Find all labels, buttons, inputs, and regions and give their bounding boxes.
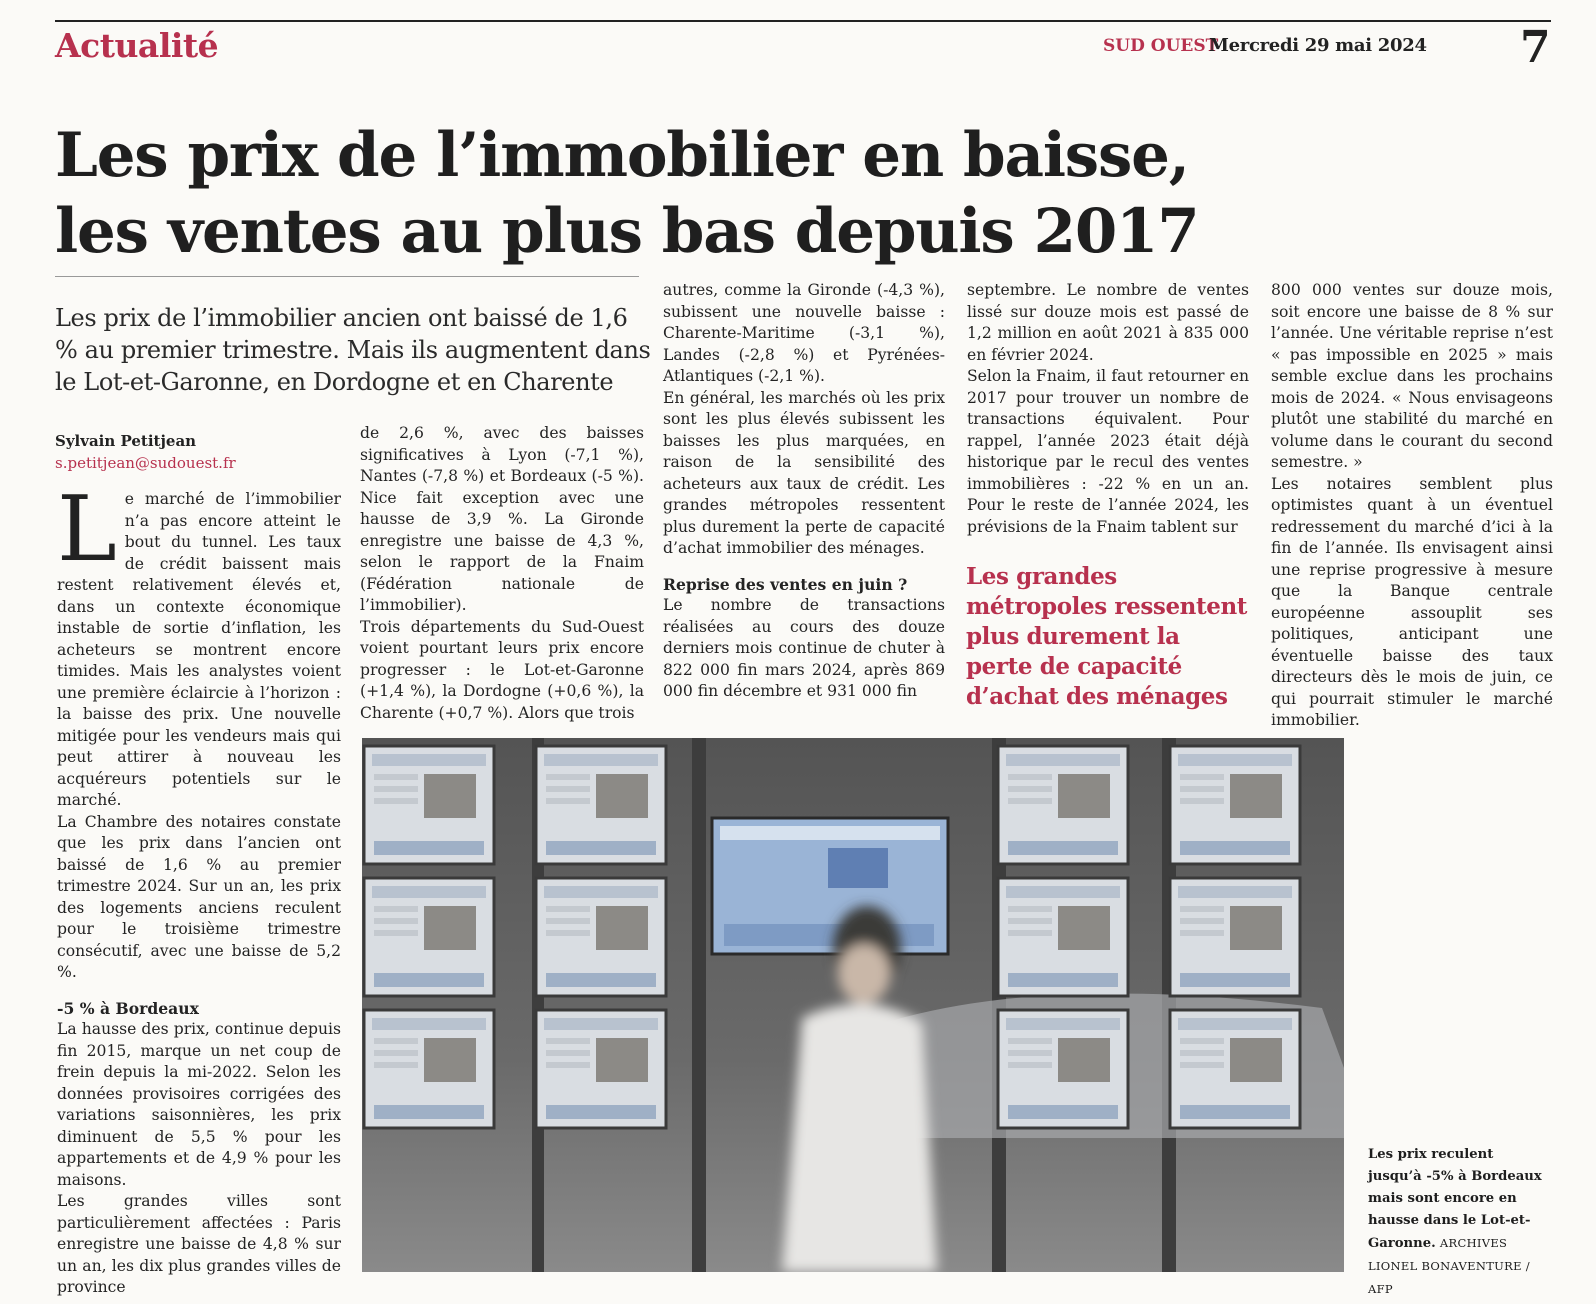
paragraph: En général, les marchés où les prix sont les plus élevés subissent les baisses les plus marquées, en raison de la sensibilité des acheteurs aux taux de crédit. Les grandes métropoles ressentent plus durement la perte de capacité d’achat immobilier des ménages. — [663, 388, 945, 557]
drop-cap: L — [57, 477, 117, 582]
headline — [55, 118, 1455, 270]
headline-line-1: Les prix de l’immobilier en baisse, — [55, 120, 1189, 191]
paragraph: La hausse des prix, continue depuis fin 2015, marque un net coup de frein depuis la mi-2022. Selon les données provisoires corrigées des variations saisonnières, les prix diminuent de 5,5 % pour les appartements et de 4,9 % pour les maisons. — [57, 1020, 341, 1189]
byline-email[interactable]: s.petitjean@sudouest.fr — [55, 454, 236, 472]
paragraph: Trois départements du Sud-Ouest voient pourtant leurs prix encore progresser : le Lot-et-Garonne (+1,4 %), la Dordogne (+0,6 %), la Charente (+0,7 %). Alors que trois — [360, 617, 644, 722]
article-column-2 — [360, 423, 644, 724]
article-column-3 — [663, 280, 945, 703]
paragraph: La Chambre des notaires constate que les prix dans l’ancien ont baissé de 1,6 % au premier trimestre 2024. Sur un an, les prix des logements anciens reculent pour le troisième trimestre consécutif, avec une baisse de 5,2 %. — [57, 812, 341, 981]
photo-credit: ARCHIVES LIONEL BONAVENTURE / AFP — [1368, 1236, 1530, 1296]
photo-caption — [1368, 1144, 1548, 1301]
paragraph: Selon la Fnaim, il faut retourner en 2017 pour trouver un nombre de transactions équivalent. Pour rappel, l’année 2023 était déjà historique par le recul des ventes immobilières : -22 % en un an. Pour le reste de l’année 2024, les prévisions de la Fnaim tablent sur — [967, 367, 1249, 536]
caption-text: Les prix reculent jusqu’à -5% à Bordeaux mais sont encore en hausse dans le Lot-et-Garonne. — [1368, 1147, 1542, 1251]
article-column-4 — [967, 280, 1249, 538]
article-deck: Les prix de l’immobilier ancien ont baissé de 1,6 % au premier trimestre. Mais ils augmentent dans le Lot-et-Garonne, en Dordogne et en Charente — [55, 304, 651, 396]
article-column-5 — [1271, 280, 1553, 732]
real-estate-window-photo — [362, 738, 1344, 1272]
section-title: Actualité — [55, 26, 219, 65]
page-number: 7 — [1520, 22, 1551, 73]
issue-date: Mercredi 29 mai 2024 — [1209, 35, 1427, 56]
paragraph: Le nombre de transactions réalisées au cours des douze derniers mois continue de chuter à 822 000 fin mars 2024, après 869 000 fin décembre et 931 000 fin — [663, 596, 945, 700]
article-photo — [362, 738, 1344, 1272]
subhead-bordeaux: -5 % à Bordeaux — [57, 998, 199, 1018]
paragraph: Les notaires semblent plus optimistes quant à un éventuel redressement du marché d’ici à la fin de l’année. Ils envisagent ainsi une reprise progressive à mesure que la Banque centrale européenne assouplit ses politiques, anticipant une éventuelle baisse des taux directeurs dès le mois de juin, ce qui pourrait stimuler le marché immobilier. — [1271, 474, 1553, 729]
pull-quote: Les grandes métropoles ressentent plus durement la perte de capacité d’achat des ménages — [966, 563, 1248, 710]
paragraph: 800 000 ventes sur douze mois, soit encore une baisse de 8 % sur l’année. Une véritable reprise n’est « pas impossible en 2025 » mais semble exclue dans les prochains mois de 2024. « Nous envisageons plutôt une stabilité du marché en volume dans le courant du second semestre. » — [1271, 281, 1553, 471]
subhead-reprise: Reprise des ventes en juin ? — [663, 574, 908, 594]
byline-author: Sylvain Petitjean — [55, 432, 197, 450]
paragraph: autres, comme la Gironde (-4,3 %), subissent une nouvelle baisse : Charente-Maritime (-3,1 %), Landes (-2,8 %) et Pyrénées-Atlantiques (-2,1 %). — [663, 281, 945, 385]
paragraph: septembre. Le nombre de ventes lissé sur douze mois est passé de 1,2 million en août 2021 à 835 000 en février 2024. — [967, 281, 1249, 364]
article-column-1 — [57, 477, 341, 1299]
paragraph: Les grandes villes sont particulièrement affectées : Paris enregistre une baisse de 4,8 % sur un an, les dix plus grandes villes de province — [57, 1192, 341, 1296]
newspaper-name: SUD OUEST — [1103, 36, 1219, 56]
top-rule — [55, 20, 1551, 22]
headline-line-2: les ventes au plus bas depuis 2017 — [55, 196, 1199, 267]
paragraph: de 2,6 %, avec des baisses significatives à Lyon (-7,1 %), Nantes (-7,8 %) et Bordeaux (-5 %). Nice fait exception avec une hausse de 3,9 %. La Gironde enregistre une baisse de 4,3 %, selon le rapport de la Fnaim (Fédération nationale de l’immobilier). — [360, 424, 644, 614]
paragraph: Le marché de l’immobilier n’a pas encore atteint le bout du tunnel. Les taux de crédit baissent mais restent relativement élevés et, dans un contexte économique instable de sortie d’inflation, les acheteurs se montrent encore timides. Mais les analystes voient une première éclaircie à l’horizon : la baisse des prix. Une nouvelle mitigée pour les vendeurs mais qui peut attirer à nouveau les acquéreurs potentiels sur le marché. — [57, 477, 341, 809]
deck-divider — [55, 276, 639, 277]
